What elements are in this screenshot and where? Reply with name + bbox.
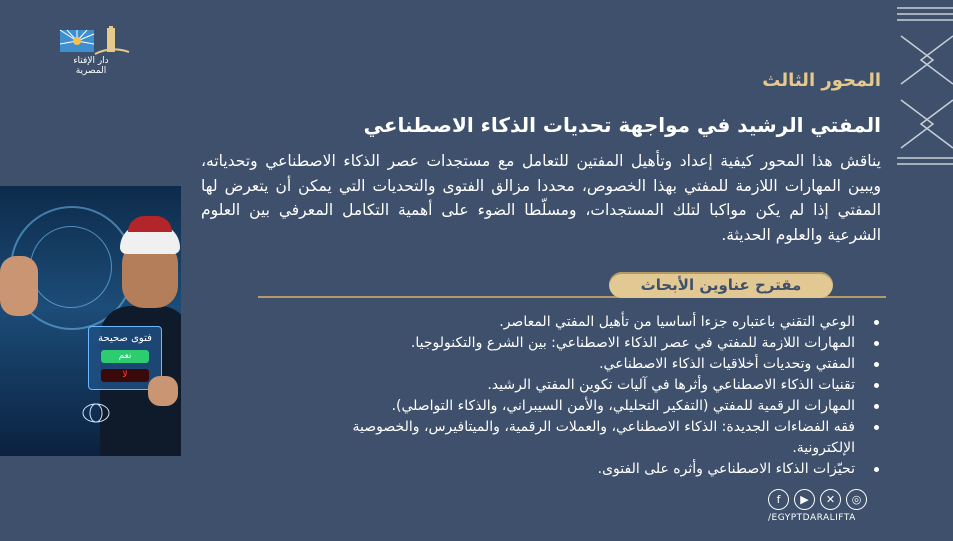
fatwa-yes: نعم [101, 350, 149, 363]
scholar-photo [0, 186, 181, 456]
logo-text: دار الإفتاء المصرية [73, 56, 109, 76]
social-handle[interactable]: /EGYPTDARALIFTA [768, 513, 856, 523]
list-item: المهارات اللازمة للمفتي في عصر الذكاء الاصطناعي: بين الشرع والتكنولوجيا. [321, 333, 881, 354]
x-icon[interactable]: ✕ [820, 489, 841, 510]
bullet-icon [874, 467, 879, 472]
instagram-icon[interactable]: ◎ [846, 489, 867, 510]
body-paragraph: يناقش هذا المحور كيفية إعداد وتأهيل المفتين للتعامل مع مستجدات عصر الذكاء الاصطناعي وتحدياته، ويبين المهارات اللازمة للمفتي بهذا الخصوص، محددا مزالق الفتوى والتحديات التي يمكن أن يتعرض لها المفتي إذا لم يكن مواكبا لتلك المستجدات، ومسلّطا الضوء على أهمية التكامل المعرفي بين العلوم الشرعية والعلوم الحديثة. [201, 152, 881, 244]
list-item: الوعي التقني باعتباره جزءا أساسيا من تأهيل المفتي المعاصر. [321, 312, 881, 333]
list-item: تقنيات الذكاء الاصطناعي وأثرها في آليات تكوين المفتي الرشيد. [321, 375, 881, 396]
fatwa-no: لا [101, 369, 149, 382]
bullet-icon [874, 362, 879, 367]
bullet-icon [874, 341, 879, 346]
hologram-ring [30, 226, 112, 308]
list-item: فقه الفضاءات الجديدة: الذكاء الاصطناعي، والعملات الرقمية، والميتافيرس، والخصوصية الإلكترونية. [321, 417, 881, 459]
facebook-icon[interactable]: f [768, 489, 789, 510]
list-item: المهارات الرقمية للمفتي (التفكير التحليلي، والأمن السيبراني، والذكاء التواصلي). [321, 396, 881, 417]
bullet-icon [874, 320, 879, 325]
badge-label: مقترح عناوين الأبحاث [640, 276, 802, 294]
bullet-icon [874, 404, 879, 409]
social-links [768, 489, 867, 510]
research-titles-list [321, 312, 881, 480]
section-subtitle: المفتي الرشيد في مواجهة تحديات الذكاء الاصطناعي [363, 113, 881, 137]
youtube-icon[interactable]: ▶ [794, 489, 815, 510]
bullet-icon [874, 425, 879, 430]
research-titles-badge [609, 272, 833, 298]
list-item: تحيّزات الذكاء الاصطناعي وأثره على الفتوى. [321, 459, 881, 480]
cap [128, 216, 172, 232]
decorative-pattern [897, 0, 953, 170]
section-title: المحور الثالث [762, 70, 881, 91]
fatwa-card-title: فتوى صحيحة [98, 333, 152, 344]
globe-icon [81, 402, 111, 424]
bullet-icon [874, 383, 879, 388]
list-item: المفتي وتحديات أخلاقيات الذكاء الاصطناعي. [321, 354, 881, 375]
conference-emblem [36, 402, 156, 436]
hand [0, 256, 38, 316]
